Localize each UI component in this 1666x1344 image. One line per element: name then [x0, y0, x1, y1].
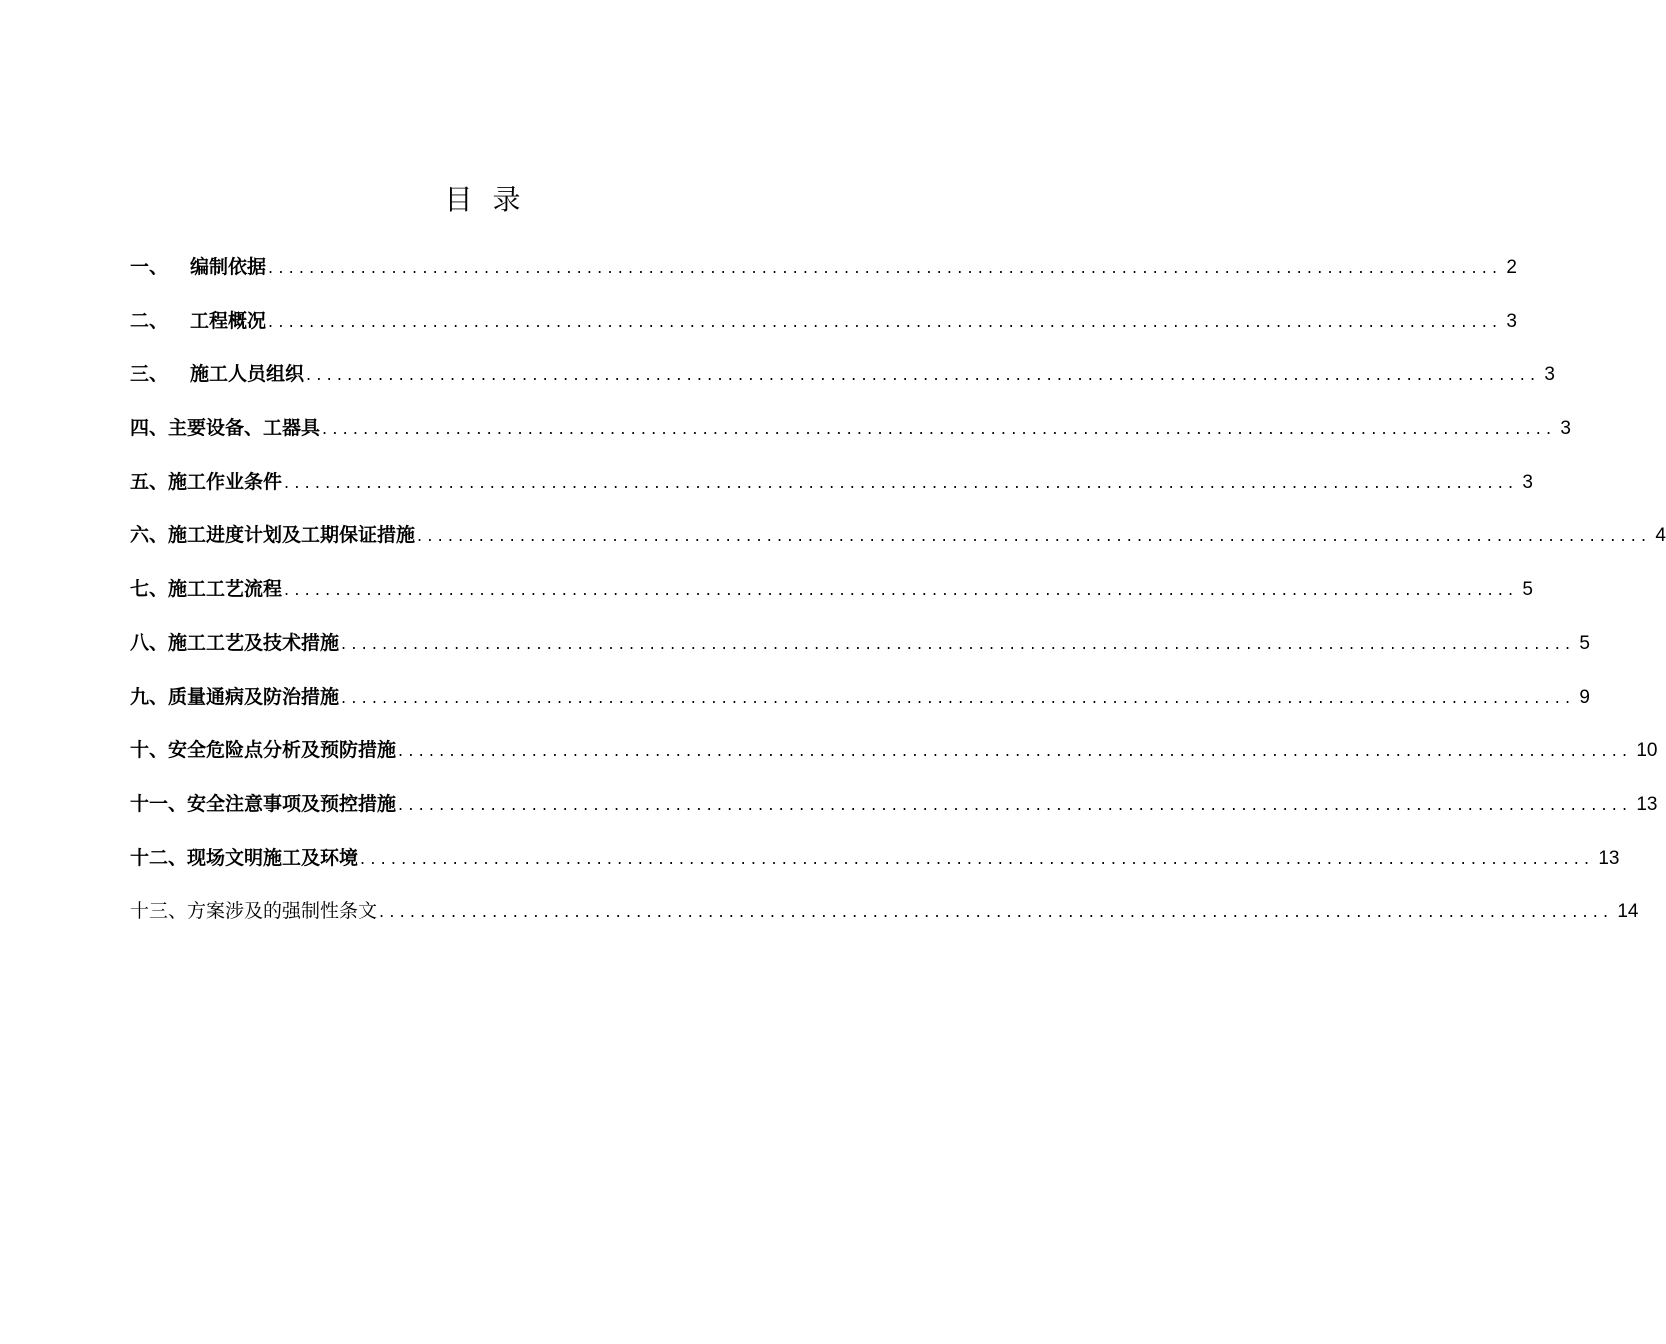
- toc-entry-number: 九、: [130, 685, 169, 708]
- toc-title-right: 录: [492, 183, 521, 216]
- toc-entry[interactable]: [130, 355, 1555, 409]
- toc-entry-number: 十三、: [130, 900, 188, 923]
- toc-dot-leader: ........................................................................................................................: [360, 848, 1595, 868]
- toc-entry-label: 施工进度计划及工期保证措施: [168, 524, 416, 547]
- toc-entry-label: 质量通病及防治措施: [168, 685, 340, 708]
- toc-page-number: 9: [1579, 686, 1590, 708]
- toc-entry-number: 十二、: [130, 846, 188, 869]
- toc-page-number: 3: [1506, 310, 1517, 332]
- toc-entry-number: 二、: [130, 309, 169, 332]
- toc-page-number: 3: [1522, 471, 1533, 493]
- toc-entry-label: 施工作业条件: [168, 470, 283, 493]
- toc-entry[interactable]: [130, 892, 1639, 946]
- toc-page-number: 3: [1544, 364, 1555, 386]
- toc-title-left: 目: [444, 183, 473, 216]
- toc-entry-number: 三、: [130, 363, 169, 386]
- toc-page-number: 10: [1636, 740, 1658, 762]
- toc-entry-title: [130, 463, 282, 501]
- toc-entry-label: 安全注意事项及预控措施: [187, 792, 397, 815]
- toc-entry[interactable]: [130, 409, 1571, 463]
- toc-entry[interactable]: [130, 731, 1658, 785]
- toc-entry-title: [130, 409, 320, 447]
- toc-entry[interactable]: [130, 678, 1590, 732]
- toc-entry[interactable]: [130, 248, 1517, 302]
- toc-entry-title: [130, 355, 304, 393]
- toc-entry[interactable]: [130, 785, 1658, 839]
- toc-entry-number: 十、: [130, 739, 169, 762]
- toc-page-number: 13: [1598, 847, 1620, 869]
- toc-entry-title: [130, 678, 339, 716]
- toc-list: [130, 248, 1666, 946]
- toc-entry[interactable]: [130, 839, 1620, 893]
- toc-entry-title: [130, 785, 396, 823]
- toc-entry-title: [130, 624, 339, 662]
- toc-dot-leader: ........................................................................................................................: [398, 794, 1633, 814]
- toc-entry-label: 安全危险点分析及预防措施: [168, 739, 397, 762]
- toc-dot-leader: ........................................................................................................................: [268, 258, 1503, 277]
- toc-entry-number: 四、: [130, 417, 169, 440]
- toc-entry-label: 方案涉及的强制性条文: [187, 900, 378, 923]
- toc-entry-number: 八、: [130, 631, 169, 654]
- toc-page-number: 4: [1655, 525, 1666, 547]
- toc-dot-leader: ........................................................................................................................: [322, 419, 1557, 439]
- toc-page-number: 5: [1522, 579, 1533, 601]
- toc-entry-number: 一、: [130, 256, 169, 278]
- toc-entry[interactable]: [130, 463, 1533, 517]
- toc-entry-number: 七、: [130, 578, 169, 601]
- toc-dot-leader: ........................................................................................................................: [417, 526, 1652, 546]
- toc-entry-number: 五、: [130, 470, 169, 493]
- toc-entry-number: 十一、: [130, 792, 188, 815]
- toc-dot-leader: ........................................................................................................................: [284, 580, 1519, 600]
- toc-dot-leader: ........................................................................................................................: [284, 472, 1519, 492]
- toc-entry-title: [130, 839, 358, 877]
- toc-dot-leader: ........................................................................................................................: [379, 902, 1614, 922]
- toc-page-number: 14: [1617, 901, 1639, 923]
- toc-dot-leader: ........................................................................................................................: [268, 311, 1503, 331]
- toc-dot-leader: ........................................................................................................................: [341, 687, 1576, 707]
- toc-page-number: 3: [1560, 418, 1571, 440]
- toc-entry-label: 工程概况: [190, 309, 267, 332]
- toc-entry-title: [130, 248, 266, 286]
- toc-entry-title: [130, 516, 415, 554]
- toc-entry-label: 施工人员组织: [190, 363, 305, 386]
- toc-entry[interactable]: [130, 516, 1666, 570]
- toc-entry-title: [130, 892, 377, 930]
- toc-page-number: 5: [1579, 632, 1590, 654]
- toc-entry-label: 主要设备、工器具: [168, 417, 321, 440]
- toc-page-number: 2: [1506, 257, 1517, 278]
- toc-dot-leader: ........................................................................................................................: [341, 633, 1576, 653]
- toc-entry-label: 施工工艺流程: [168, 578, 283, 601]
- toc-entry-label: 编制依据: [190, 256, 267, 278]
- toc-dot-leader: ........................................................................................................................: [306, 365, 1541, 385]
- toc-entry-title: [130, 570, 282, 608]
- toc-dot-leader: ........................................................................................................................: [398, 741, 1633, 761]
- toc-entry-title: [130, 302, 266, 340]
- toc-entry-label: 现场文明施工及环境: [187, 846, 359, 869]
- toc-entry-title: [130, 731, 396, 769]
- toc-entry[interactable]: [130, 302, 1517, 356]
- toc-title: [0, 180, 965, 220]
- toc-page-number: 13: [1636, 793, 1658, 815]
- toc-entry-number: 六、: [130, 524, 169, 547]
- toc-entry[interactable]: [130, 570, 1533, 624]
- toc-entry-label: 施工工艺及技术措施: [168, 631, 340, 654]
- toc-entry[interactable]: [130, 624, 1590, 678]
